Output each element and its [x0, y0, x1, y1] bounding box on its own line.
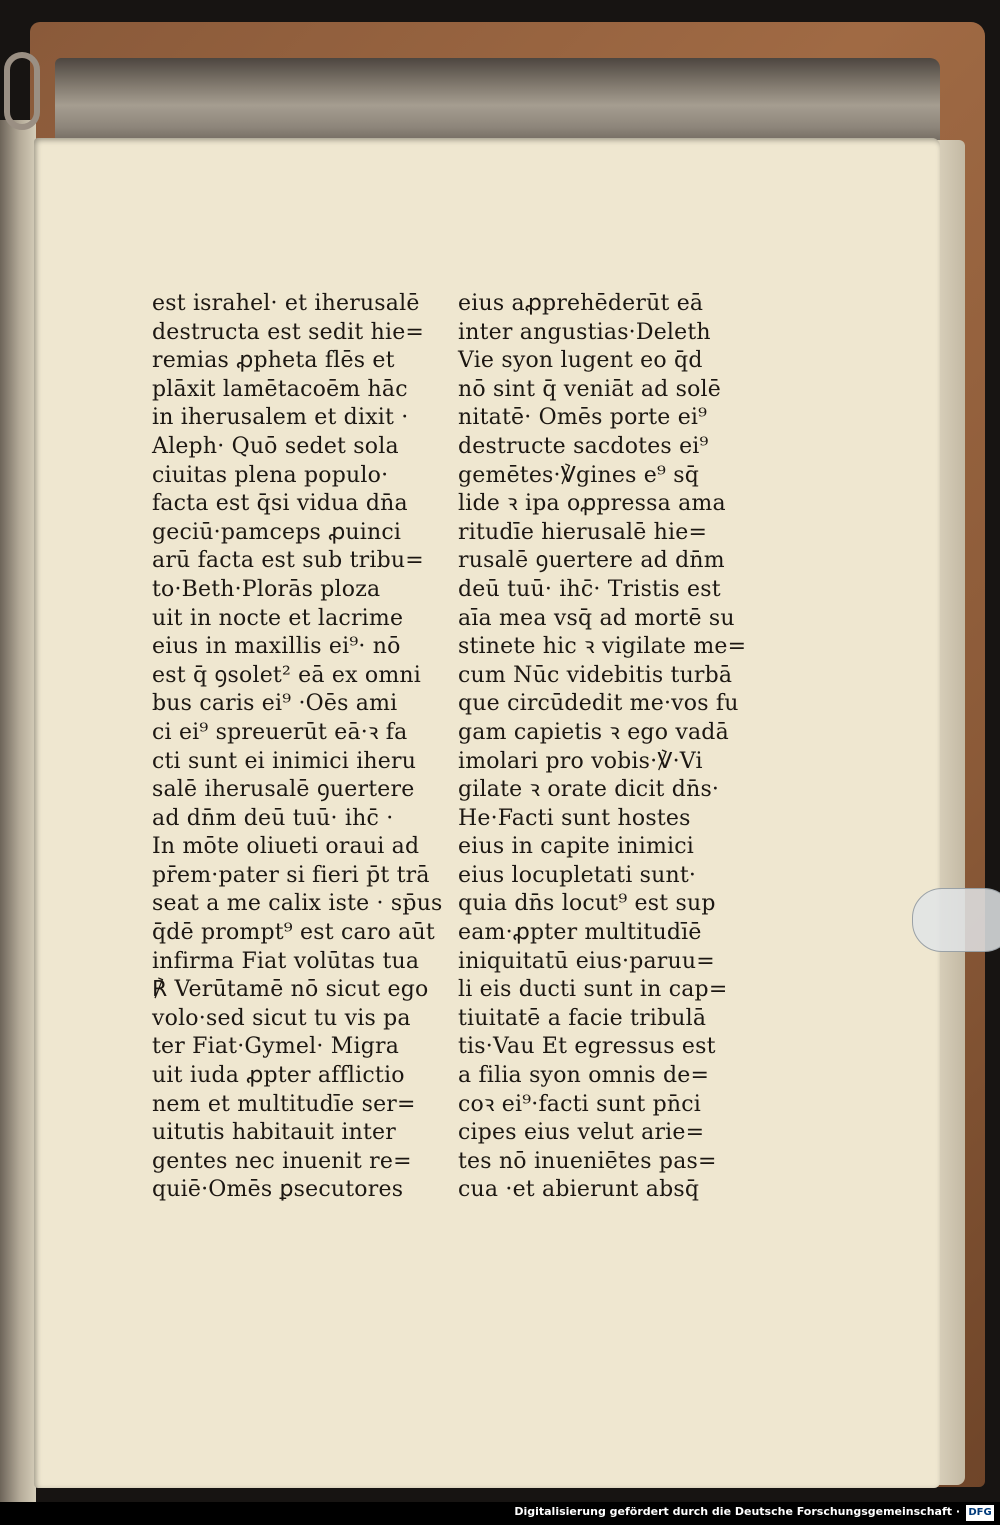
text-line: In mōte oliueti oraui ad	[152, 834, 420, 860]
text-line: iniquitatū eius·paruu=	[458, 948, 715, 974]
text-line: geciū·pamceps ꝓuinci	[152, 519, 402, 545]
clip-tab	[912, 888, 1000, 952]
text-line: ci ei⁹ spreuerūt eā·ꝛ fa	[152, 719, 408, 745]
dfg-logo: DFG	[966, 1505, 994, 1521]
text-line: destructa est sedit hie=	[152, 319, 425, 345]
text-line: quiē·Omēs ꝑsecutores	[152, 1177, 404, 1203]
text-line: imolari pro vobis·℣·Vi	[458, 748, 703, 774]
footer-bar	[0, 1502, 1000, 1525]
text-line: salē iherusalē ꝯuertere	[152, 777, 415, 803]
text-line: seat a me calix iste · sp̄us	[152, 891, 443, 917]
text-line: a filia syon omnis de=	[458, 1063, 710, 1089]
text-line: est israhel· et iherusalē	[152, 291, 420, 316]
text-line: Aleph· Quō sedet sola	[152, 433, 399, 459]
text-line: cum Nūc videbitis turbā	[458, 662, 733, 688]
funding-notice: Digitalisierung gefördert durch die Deutsche Forschungsgemeinschaft ·	[514, 1505, 960, 1518]
text-line: est q̄ ꝯsolet² eā ex omni	[152, 662, 422, 688]
text-column-right	[458, 290, 746, 1205]
text-line: ciuitas plena populo·	[152, 462, 389, 488]
text-line: deū tuū· ihc̄· Tristis est	[458, 576, 721, 602]
text-line: ritudīe hierusalē hie=	[458, 519, 708, 545]
text-line: gentes nec inuenit re=	[152, 1148, 412, 1174]
text-line: eius aꝓprehēderūt eā	[458, 291, 704, 316]
text-line: tes nō inueniētes pas=	[458, 1148, 717, 1174]
text-line: plāxit lamētacoēm hāc	[152, 376, 408, 402]
text-line: bus caris ei⁹ ·Oēs ami	[152, 691, 398, 717]
text-line: remias ꝓpheta flēs et	[152, 348, 395, 374]
text-line: He·Facti sunt hostes	[458, 805, 691, 831]
text-line: li eis ducti sunt in cap=	[458, 977, 728, 1003]
bookmark-ribbon	[4, 52, 40, 130]
text-line: uitutis habitauit inter	[152, 1120, 396, 1146]
text-line: destructe sacdotes ei⁹	[458, 433, 709, 459]
text-line: arū facta est sub tribu=	[152, 548, 424, 574]
text-line: cti sunt ei inimici iheru	[152, 748, 417, 774]
text-line: uit iuda ꝓpter afflictio	[152, 1063, 405, 1089]
text-line: gemētes·℣gines e⁹ sq̄	[458, 462, 699, 488]
text-line: in iherusalem et dixit ·	[152, 405, 409, 431]
text-line: ad dn̄m deū tuū· ihc̄ ·	[152, 805, 394, 831]
text-line: q̄dē prompt⁹ est caro aūt	[152, 920, 435, 946]
text-line: que circūdedit me·vos fu	[458, 691, 739, 717]
facing-page-edge	[0, 120, 36, 1502]
text-line: nitatē· Omēs porte ei⁹	[458, 405, 708, 431]
text-line: eius in capite inimici	[458, 834, 695, 860]
text-line: inter angustias·Deleth	[458, 319, 711, 345]
text-line: infirma Fiat volūtas tua	[152, 948, 420, 974]
text-line: Vie syon lugent eo q̄d	[458, 348, 703, 374]
text-line: cipes eius velut arie=	[458, 1120, 705, 1146]
text-line: quia dn̄s locut⁹ est sup	[458, 891, 716, 917]
text-line: eius locupletati sunt·	[458, 862, 697, 888]
text-line: stinete hic ꝛ vigilate me=	[458, 634, 747, 660]
text-line: ter Fiat·Gymel· Migra	[152, 1034, 400, 1060]
text-line: gam capietis ꝛ ego vadā	[458, 719, 729, 745]
text-line: gilate ꝛ orate dicit dn̄s·	[458, 777, 720, 803]
text-line: coꝛ ei⁹·facti sunt pn̄ci	[458, 1091, 701, 1117]
text-line: to·Beth·Plorās ploza	[152, 576, 381, 602]
text-line: lide ꝛ ipa oꝓpressa ama	[458, 491, 726, 517]
text-line: uit in nocte et lacrime	[152, 605, 404, 631]
text-line: nō sint q̄ veniāt ad solē	[458, 376, 721, 402]
text-line: tis·Vau Et egressus est	[458, 1034, 716, 1060]
text-column-left	[152, 290, 443, 1205]
text-line: rusalē ꝯuertere ad dn̄m	[458, 548, 725, 574]
text-line: volo·sed sicut tu vis pa	[152, 1005, 411, 1031]
text-line: eam·ꝓpter multitudīē	[458, 920, 702, 946]
text-line: pr̄em·pater si fieri p̄t trā	[152, 862, 430, 888]
text-line: facta est q̄si vidua dn̄a	[152, 491, 408, 517]
text-line: cua ·et abierunt absq̄	[458, 1177, 700, 1203]
text-line: nem et multitudīe ser=	[152, 1091, 416, 1117]
text-line: tiuitatē a facie tribulā	[458, 1005, 707, 1031]
text-line: eius in maxillis ei⁹· nō	[152, 634, 401, 660]
text-line: ℟ Verūtamē nō sicut ego	[152, 977, 429, 1003]
page-block-top-edge	[55, 58, 940, 144]
text-line: aīa mea vsq̄ ad mortē su	[458, 605, 735, 631]
